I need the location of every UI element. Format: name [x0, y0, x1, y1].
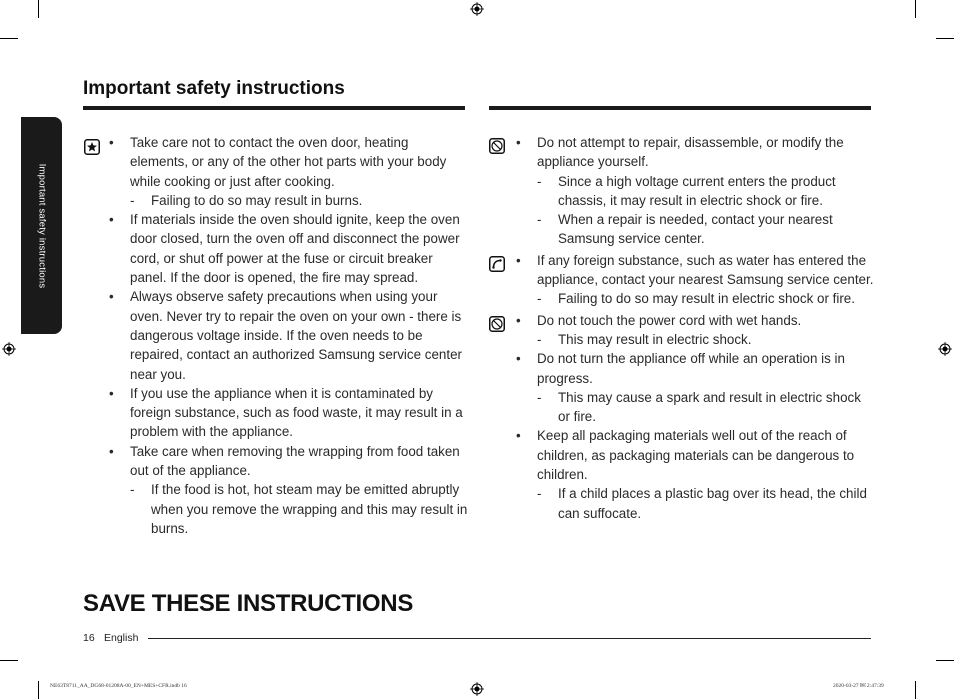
crop-mark	[38, 681, 39, 699]
sub-list-item: - Since a high voltage current enters the product chassis, it may result in electric shock or fire.	[515, 172, 875, 211]
sub-list-item: - If the food is hot, hot steam may be emitted abruptly when you remove the wrapping and this may result in burns.	[108, 480, 468, 538]
crop-mark	[915, 0, 916, 18]
registration-mark-icon	[938, 342, 952, 356]
list-item: • If you use the appliance when it is contaminated by foreign substance, such as food waste, it may result in a problem with the appliance.	[108, 384, 468, 442]
crop-mark	[38, 0, 39, 18]
sub-list-item: - This may cause a spark and result in electric shock or fire.	[515, 388, 875, 427]
sub-list-item: - Failing to do so may result in burns.	[108, 191, 468, 210]
print-slug-date: 2020-03-27 ￼ 2:47:39	[833, 683, 884, 689]
crop-mark	[936, 660, 954, 661]
sub-list-item: - When a repair is needed, contact your nearest Samsung service center.	[515, 210, 875, 249]
prohibited-icon	[489, 316, 505, 332]
print-slug-file: NE63T8711_AA_DG68-01208A-00_EN+MES+CFR.indb 16	[50, 683, 187, 689]
list-item: • Take care when removing the wrapping from food taken out of the appliance.	[108, 442, 468, 481]
footer-language: English	[104, 632, 139, 644]
prohibited-icon	[489, 138, 505, 154]
heading-rule-left	[83, 106, 465, 110]
right-column	[515, 133, 875, 523]
registration-mark-icon	[470, 682, 484, 696]
list-item: • Keep all packaging materials well out of the reach of children, as packaging materials can be dangerous to children.	[515, 426, 875, 484]
list-item: • Do not touch the power cord with wet hands.	[515, 311, 875, 330]
heading-rule-right	[489, 106, 871, 110]
registration-mark-icon	[470, 2, 484, 16]
side-chapter-tab-label: Important safety instructions	[36, 163, 48, 289]
crop-mark	[0, 38, 18, 39]
sub-list-item: - This may result in electric shock.	[515, 330, 875, 349]
list-item: • Take care not to contact the oven door, heating elements, or any of the other hot parts with your body while cooking or just after cooking.	[108, 133, 468, 191]
left-column	[108, 133, 468, 538]
sub-list-item: - Failing to do so may result in electric shock or fire.	[515, 289, 875, 308]
page-number: 16	[83, 632, 95, 644]
crop-mark	[915, 681, 916, 699]
registration-mark-icon	[2, 342, 16, 356]
sub-list-item: - If a child places a plastic bag over its head, the child can suffocate.	[515, 484, 875, 523]
section-heading: Important safety instructions	[83, 78, 345, 99]
list-item: • Do not attempt to repair, disassemble, or modify the appliance yourself.	[515, 133, 875, 172]
list-item: • Always observe safety precautions when using your oven. Never try to repair the oven on your own - there is dangerous voltage inside. If the oven needs to be repaired, contact an authorized Samsung service center near you.	[108, 287, 468, 383]
list-item: • If materials inside the oven should ignite, keep the oven door closed, turn the oven off and disconnect the power cord, or shut off power at the fuse or circuit breaker panel. If the door is opened, the fire may spread.	[108, 210, 468, 287]
footer-rule	[148, 638, 871, 639]
star-warning-icon	[84, 139, 100, 155]
list-item: • If any foreign substance, such as water has entered the appliance, contact your nearest Samsung service center.	[515, 251, 875, 290]
save-instructions-title: SAVE THESE INSTRUCTIONS	[83, 590, 414, 617]
crop-mark	[936, 38, 954, 39]
crop-mark	[0, 660, 18, 661]
list-item: • Do not turn the appliance off while an operation is in progress.	[515, 349, 875, 388]
service-contact-icon	[489, 256, 505, 272]
